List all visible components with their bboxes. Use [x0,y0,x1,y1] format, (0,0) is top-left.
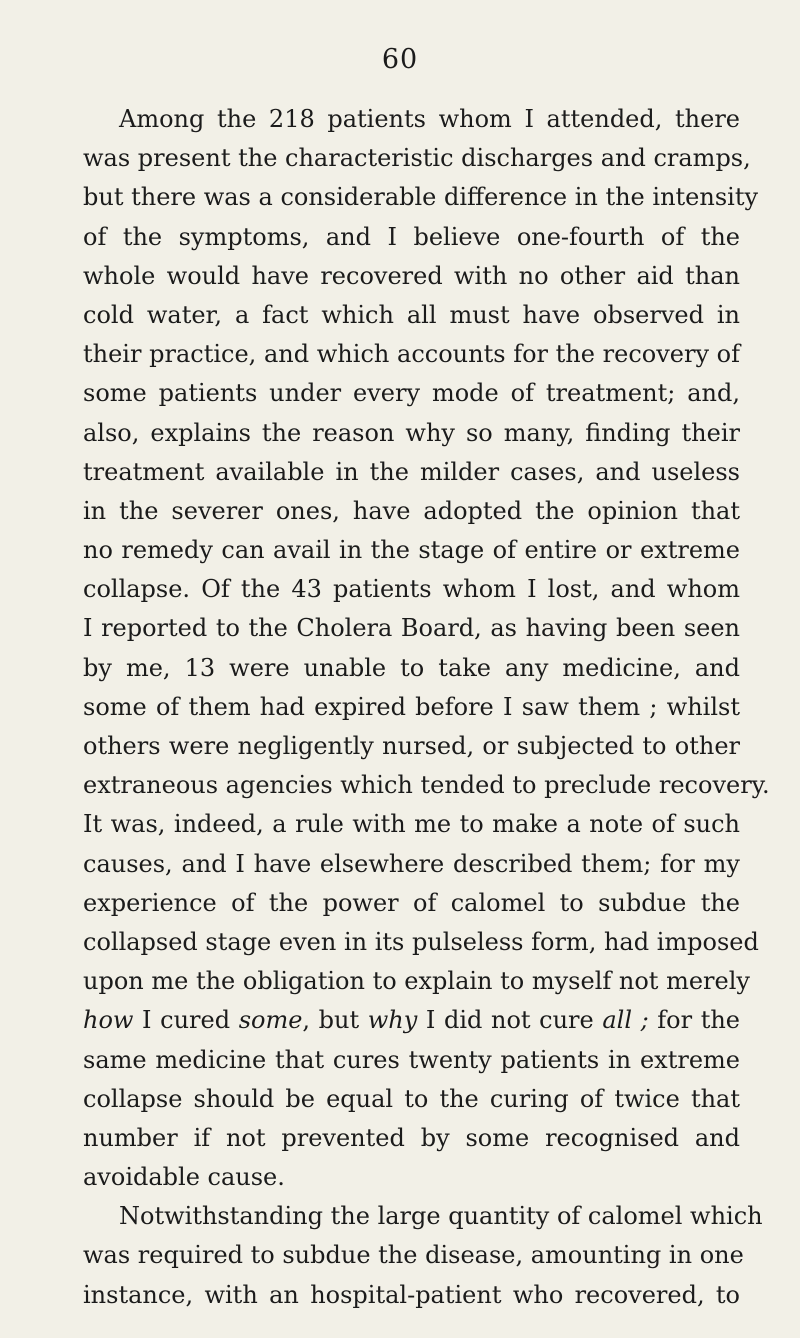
text-line: treatment available in the milder cases, and useless [83,457,740,486]
text-line: was present the characteristic discharges and cramps, [83,144,751,173]
text-line: I reported to the Cholera Board, as having been seen [83,614,740,643]
text-segment: for the [648,1006,741,1035]
text-segment: , but [302,1006,368,1035]
text-line: instance, with an hospital-patient who recovered, to [83,1280,740,1309]
text-line: their practice, and which accounts for the recovery of [83,340,740,369]
text-line: collapsed stage even in its pulseless form, had imposed [83,927,759,956]
text-line-italic-mixed [83,1001,740,1040]
text-line: no remedy can avail in the stage of entire or extreme [83,536,740,565]
text-line: collapse. Of the 43 patients whom I lost, and whom [83,575,740,604]
text-line: Notwithstanding the large quantity of calomel which [119,1202,763,1231]
text-segment: I did not cure [417,1006,603,1035]
text-line: by me, 13 were unable to take any medicine, and [83,653,740,682]
text-line: cold water, a fact which all must have observed in [83,300,740,329]
text-line: It was, indeed, a rule with me to make a note of such [83,810,740,839]
text-line: others were negligently nursed, or subjected to other [83,732,740,760]
text-line: causes, and I have elsewhere described them; for my [83,849,740,878]
text-line: whole would have recovered with no other aid than [83,261,740,290]
text-segment: I cured [133,1006,239,1035]
body-text [83,100,770,1315]
text-line: experience of the power of calomel to subdue the [83,888,740,917]
text-line: of the symptoms, and I believe one-fourth of the [83,222,740,251]
text-line: Among the 218 patients whom I attended, there [119,105,740,133]
italic-word-all: all ; [602,1006,649,1035]
italic-word-why: why [367,1006,418,1035]
text-line: number if not prevented by some recognised and [83,1123,740,1152]
text-line: upon me the obligation to explain to myself not merely [83,967,750,996]
text-line: but there was a considerable difference in the intensity [83,183,759,212]
italic-word-some: some [238,1006,303,1035]
text-line: extraneous agencies which tended to preclude recovery. [83,771,770,800]
text-line: some of them had expired before I saw them ; whilst [83,692,740,721]
text-line: also, explains the reason why so many, finding their [83,418,740,447]
italic-word-how: how [83,1006,134,1035]
text-line: was required to subdue the disease, amounting in one [83,1241,744,1270]
text-line: same medicine that cures twenty patients in extreme [83,1045,740,1074]
text-line: avoidable cause. [83,1163,285,1192]
text-line: some patients under every mode of treatment; and, [83,379,740,408]
text-line: collapse should be equal to the curing of twice that [83,1084,740,1113]
text-line: in the severer ones, have adopted the opinion that [83,496,740,525]
page-number: 60 [381,44,419,75]
